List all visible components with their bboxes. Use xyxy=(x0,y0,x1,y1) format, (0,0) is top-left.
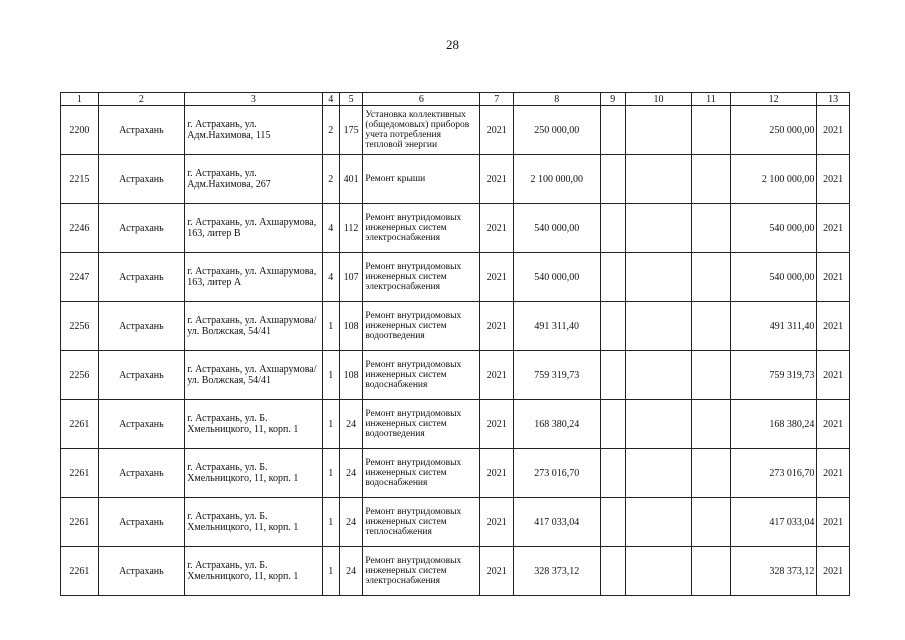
cell-col9 xyxy=(600,106,625,155)
cell-floors: 1 xyxy=(322,351,339,400)
column-header-8: 8 xyxy=(513,93,600,106)
cell-floors: 1 xyxy=(322,449,339,498)
cell-floors: 1 xyxy=(322,400,339,449)
cell-completion-year: 2021 xyxy=(817,155,850,204)
cell-amount: 168 380,24 xyxy=(513,400,600,449)
cell-address: г. Астрахань, ул. Ахшарумова, 163, литер А xyxy=(185,253,322,302)
cell-amount: 491 311,40 xyxy=(513,302,600,351)
cell-col10 xyxy=(625,449,691,498)
cell-amount: 759 319,73 xyxy=(513,351,600,400)
cell-apartments: 24 xyxy=(339,547,362,596)
cell-col11 xyxy=(692,253,731,302)
cell-work-type: Ремонт крыши xyxy=(363,155,480,204)
cell-locality: Астрахань xyxy=(98,351,185,400)
cell-completion-year: 2021 xyxy=(817,106,850,155)
cell-col9 xyxy=(600,449,625,498)
column-header-3: 3 xyxy=(185,93,322,106)
cell-record-id: 2256 xyxy=(61,351,99,400)
cell-col11 xyxy=(692,106,731,155)
cell-floors: 1 xyxy=(322,547,339,596)
cell-apartments: 112 xyxy=(339,204,362,253)
table-row xyxy=(61,449,850,498)
cell-apartments: 24 xyxy=(339,498,362,547)
cell-completion-year: 2021 xyxy=(817,204,850,253)
cell-completion-year: 2021 xyxy=(817,302,850,351)
cell-work-type: Ремонт внутридомовых инженерных систем водоснабжения xyxy=(363,449,480,498)
cell-total-amount: 273 016,70 xyxy=(730,449,817,498)
cell-locality: Астрахань xyxy=(98,253,185,302)
cell-total-amount: 759 319,73 xyxy=(730,351,817,400)
cell-col9 xyxy=(600,253,625,302)
cell-work-type: Ремонт внутридомовых инженерных систем водоснабжения xyxy=(363,351,480,400)
cell-record-id: 2261 xyxy=(61,449,99,498)
table-row xyxy=(61,498,850,547)
table-row xyxy=(61,351,850,400)
cell-amount: 540 000,00 xyxy=(513,204,600,253)
cell-total-amount: 2 100 000,00 xyxy=(730,155,817,204)
cell-amount: 273 016,70 xyxy=(513,449,600,498)
cell-col10 xyxy=(625,302,691,351)
cell-work-type: Ремонт внутридомовых инженерных систем электроснабжения xyxy=(363,253,480,302)
cell-total-amount: 168 380,24 xyxy=(730,400,817,449)
cell-col11 xyxy=(692,204,731,253)
cell-completion-year: 2021 xyxy=(817,547,850,596)
cell-address: г. Астрахань, ул. Ахшарумова/ ул. Волжская, 54/41 xyxy=(185,351,322,400)
cell-apartments: 108 xyxy=(339,351,362,400)
cell-floors: 2 xyxy=(322,155,339,204)
cell-locality: Астрахань xyxy=(98,204,185,253)
cell-completion-year: 2021 xyxy=(817,253,850,302)
cell-work-type: Ремонт внутридомовых инженерных систем электроснабжения xyxy=(363,204,480,253)
cell-year: 2021 xyxy=(480,155,514,204)
cell-address: г. Астрахань, ул. Адм.Нахимова, 267 xyxy=(185,155,322,204)
cell-col11 xyxy=(692,351,731,400)
table-row xyxy=(61,253,850,302)
column-header-4: 4 xyxy=(322,93,339,106)
column-header-9: 9 xyxy=(600,93,625,106)
cell-col10 xyxy=(625,106,691,155)
cell-floors: 2 xyxy=(322,106,339,155)
cell-address: г. Астрахань, ул. Ахшарумова/ ул. Волжская, 54/41 xyxy=(185,302,322,351)
cell-work-type: Ремонт внутридомовых инженерных систем водоотведения xyxy=(363,400,480,449)
cell-floors: 4 xyxy=(322,253,339,302)
cell-work-type: Ремонт внутридомовых инженерных систем теплоснабжения xyxy=(363,498,480,547)
cell-col9 xyxy=(600,400,625,449)
table-row xyxy=(61,302,850,351)
column-header-13: 13 xyxy=(817,93,850,106)
main-table xyxy=(60,92,850,596)
cell-total-amount: 540 000,00 xyxy=(730,253,817,302)
cell-col9 xyxy=(600,498,625,547)
cell-total-amount: 328 373,12 xyxy=(730,547,817,596)
cell-work-type: Установка коллективных (общедомовых) приборов учета потребления тепловой энергии xyxy=(363,106,480,155)
cell-year: 2021 xyxy=(480,498,514,547)
column-header-2: 2 xyxy=(98,93,185,106)
cell-completion-year: 2021 xyxy=(817,449,850,498)
cell-floors: 4 xyxy=(322,204,339,253)
cell-address: г. Астрахань, ул. Адм.Нахимова, 115 xyxy=(185,106,322,155)
table-row xyxy=(61,106,850,155)
cell-amount: 2 100 000,00 xyxy=(513,155,600,204)
cell-col10 xyxy=(625,351,691,400)
cell-address: г. Астрахань, ул. Б. Хмельницкого, 11, корп. 1 xyxy=(185,547,322,596)
column-header-5: 5 xyxy=(339,93,362,106)
cell-record-id: 2261 xyxy=(61,400,99,449)
cell-year: 2021 xyxy=(480,253,514,302)
cell-completion-year: 2021 xyxy=(817,400,850,449)
cell-amount: 540 000,00 xyxy=(513,253,600,302)
cell-record-id: 2246 xyxy=(61,204,99,253)
cell-col10 xyxy=(625,498,691,547)
cell-year: 2021 xyxy=(480,106,514,155)
cell-year: 2021 xyxy=(480,351,514,400)
cell-apartments: 401 xyxy=(339,155,362,204)
cell-locality: Астрахань xyxy=(98,106,185,155)
cell-col10 xyxy=(625,204,691,253)
cell-record-id: 2261 xyxy=(61,498,99,547)
cell-locality: Астрахань xyxy=(98,498,185,547)
cell-locality: Астрахань xyxy=(98,155,185,204)
cell-completion-year: 2021 xyxy=(817,498,850,547)
cell-col11 xyxy=(692,498,731,547)
cell-completion-year: 2021 xyxy=(817,351,850,400)
cell-col9 xyxy=(600,204,625,253)
cell-apartments: 24 xyxy=(339,449,362,498)
cell-record-id: 2215 xyxy=(61,155,99,204)
cell-apartments: 107 xyxy=(339,253,362,302)
cell-apartments: 24 xyxy=(339,400,362,449)
cell-col10 xyxy=(625,253,691,302)
cell-address: г. Астрахань, ул. Б. Хмельницкого, 11, корп. 1 xyxy=(185,400,322,449)
cell-col10 xyxy=(625,400,691,449)
cell-address: г. Астрахань, ул. Б. Хмельницкого, 11, корп. 1 xyxy=(185,449,322,498)
cell-col10 xyxy=(625,547,691,596)
table-row xyxy=(61,547,850,596)
cell-total-amount: 491 311,40 xyxy=(730,302,817,351)
table-row xyxy=(61,204,850,253)
column-header-1: 1 xyxy=(61,93,99,106)
cell-year: 2021 xyxy=(480,204,514,253)
cell-amount: 328 373,12 xyxy=(513,547,600,596)
cell-col10 xyxy=(625,155,691,204)
cell-total-amount: 417 033,04 xyxy=(730,498,817,547)
cell-work-type: Ремонт внутридомовых инженерных систем водоотведения xyxy=(363,302,480,351)
cell-amount: 250 000,00 xyxy=(513,106,600,155)
cell-address: г. Астрахань, ул. Ахшарумова, 163, литер В xyxy=(185,204,322,253)
cell-record-id: 2261 xyxy=(61,547,99,596)
cell-record-id: 2247 xyxy=(61,253,99,302)
column-header-7: 7 xyxy=(480,93,514,106)
column-header-10: 10 xyxy=(625,93,691,106)
cell-floors: 1 xyxy=(322,302,339,351)
cell-locality: Астрахань xyxy=(98,547,185,596)
table-body xyxy=(61,106,850,596)
column-header-11: 11 xyxy=(692,93,731,106)
cell-address: г. Астрахань, ул. Б. Хмельницкого, 11, корп. 1 xyxy=(185,498,322,547)
cell-col11 xyxy=(692,155,731,204)
header-row xyxy=(61,93,850,106)
cell-total-amount: 540 000,00 xyxy=(730,204,817,253)
cell-apartments: 108 xyxy=(339,302,362,351)
cell-amount: 417 033,04 xyxy=(513,498,600,547)
cell-locality: Астрахань xyxy=(98,302,185,351)
cell-col9 xyxy=(600,155,625,204)
cell-col11 xyxy=(692,400,731,449)
column-header-12: 12 xyxy=(730,93,817,106)
cell-work-type: Ремонт внутридомовых инженерных систем электроснабжения xyxy=(363,547,480,596)
cell-col11 xyxy=(692,449,731,498)
cell-col11 xyxy=(692,302,731,351)
cell-floors: 1 xyxy=(322,498,339,547)
table-row xyxy=(61,400,850,449)
cell-record-id: 2200 xyxy=(61,106,99,155)
cell-record-id: 2256 xyxy=(61,302,99,351)
cell-total-amount: 250 000,00 xyxy=(730,106,817,155)
cell-year: 2021 xyxy=(480,302,514,351)
cell-col11 xyxy=(692,547,731,596)
page-number: 28 xyxy=(446,37,459,52)
cell-apartments: 175 xyxy=(339,106,362,155)
cell-locality: Астрахань xyxy=(98,449,185,498)
cell-locality: Астрахань xyxy=(98,400,185,449)
cell-year: 2021 xyxy=(480,547,514,596)
column-header-6: 6 xyxy=(363,93,480,106)
cell-col9 xyxy=(600,351,625,400)
table-row xyxy=(61,155,850,204)
cell-col9 xyxy=(600,302,625,351)
cell-col9 xyxy=(600,547,625,596)
cell-year: 2021 xyxy=(480,400,514,449)
cell-year: 2021 xyxy=(480,449,514,498)
